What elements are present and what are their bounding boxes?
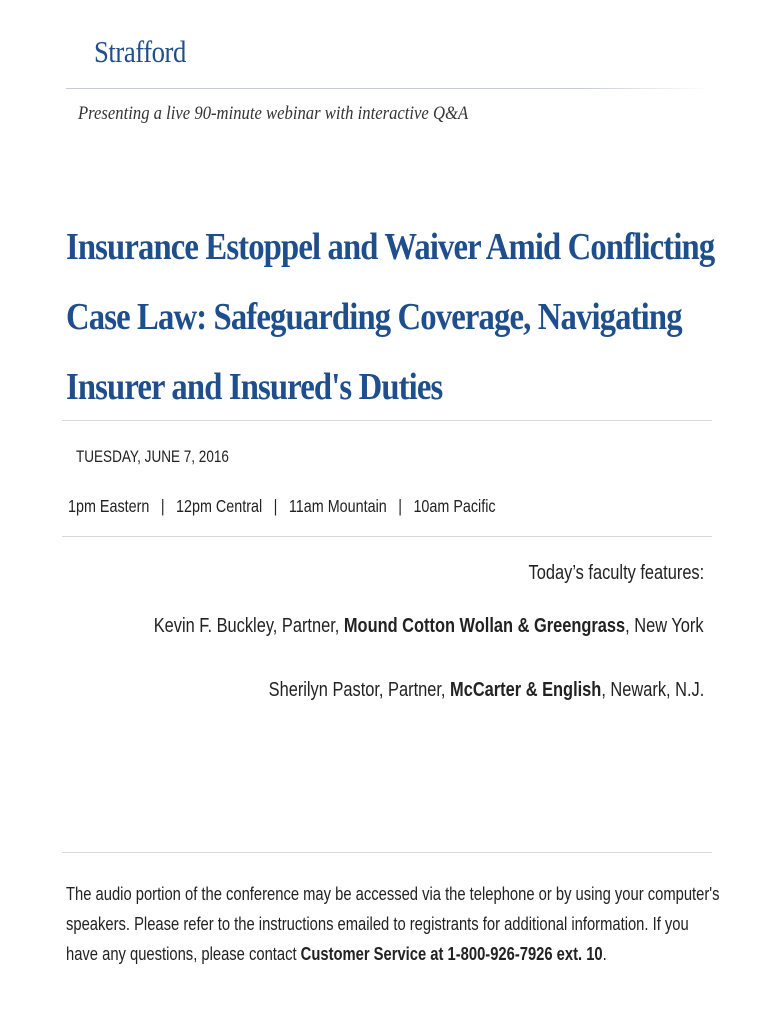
faculty-member bbox=[268, 679, 704, 702]
audio-notice-line: speakers. Please refer to the instructions emailed to registrants for additional information. If you bbox=[66, 914, 689, 934]
webinar-tagline: Presenting a live 90-minute webinar with interactive Q&A bbox=[78, 104, 469, 124]
audio-notice-text: have any questions, please contact bbox=[66, 944, 301, 964]
title-line: Insurance Estoppel and Waiver Amid Conflicting bbox=[66, 226, 715, 268]
time-separator: | bbox=[398, 496, 402, 516]
time-pacific: 10am Pacific bbox=[413, 496, 496, 516]
event-date: TUESDAY, JUNE 7, 2016 bbox=[76, 448, 229, 466]
faculty-firm: Mound Cotton Wollan & Greengrass bbox=[344, 615, 626, 637]
faculty-member bbox=[154, 615, 704, 638]
strafford-logo: Strafford bbox=[94, 34, 186, 69]
webinar-title bbox=[66, 212, 715, 422]
audio-notice-line: The audio portion of the conference may be accessed via the telephone or by using your computer's bbox=[66, 884, 720, 904]
title-line: Insurer and Insured's Duties bbox=[66, 366, 443, 408]
time-central: 12pm Central bbox=[176, 496, 263, 516]
time-separator: | bbox=[160, 496, 165, 516]
event-times bbox=[68, 496, 496, 517]
audio-notice-text: . bbox=[602, 944, 607, 964]
audio-notice bbox=[66, 879, 720, 969]
audio-notice-line bbox=[66, 939, 706, 969]
faculty-location: , New York bbox=[625, 615, 704, 637]
faculty-location: , Newark, N.J. bbox=[601, 679, 704, 701]
footer-divider bbox=[62, 852, 712, 853]
title-line: Case Law: Safeguarding Coverage, Navigating bbox=[66, 296, 682, 338]
title-divider bbox=[62, 420, 712, 421]
time-separator: | bbox=[273, 496, 278, 516]
faculty-name-role: Sherilyn Pastor, Partner, bbox=[268, 679, 450, 701]
header-divider bbox=[66, 88, 711, 89]
time-eastern: 1pm Eastern bbox=[68, 496, 150, 516]
faculty-firm: McCarter & English bbox=[449, 679, 602, 701]
faculty-heading: Today’s faculty features: bbox=[528, 562, 704, 584]
time-mountain: 11am Mountain bbox=[288, 496, 387, 516]
customer-service-contact: Customer Service at 1-800-926-7926 ext. 10 bbox=[300, 944, 603, 964]
faculty-name-role: Kevin F. Buckley, Partner, bbox=[154, 615, 345, 637]
schedule-divider bbox=[62, 536, 712, 537]
